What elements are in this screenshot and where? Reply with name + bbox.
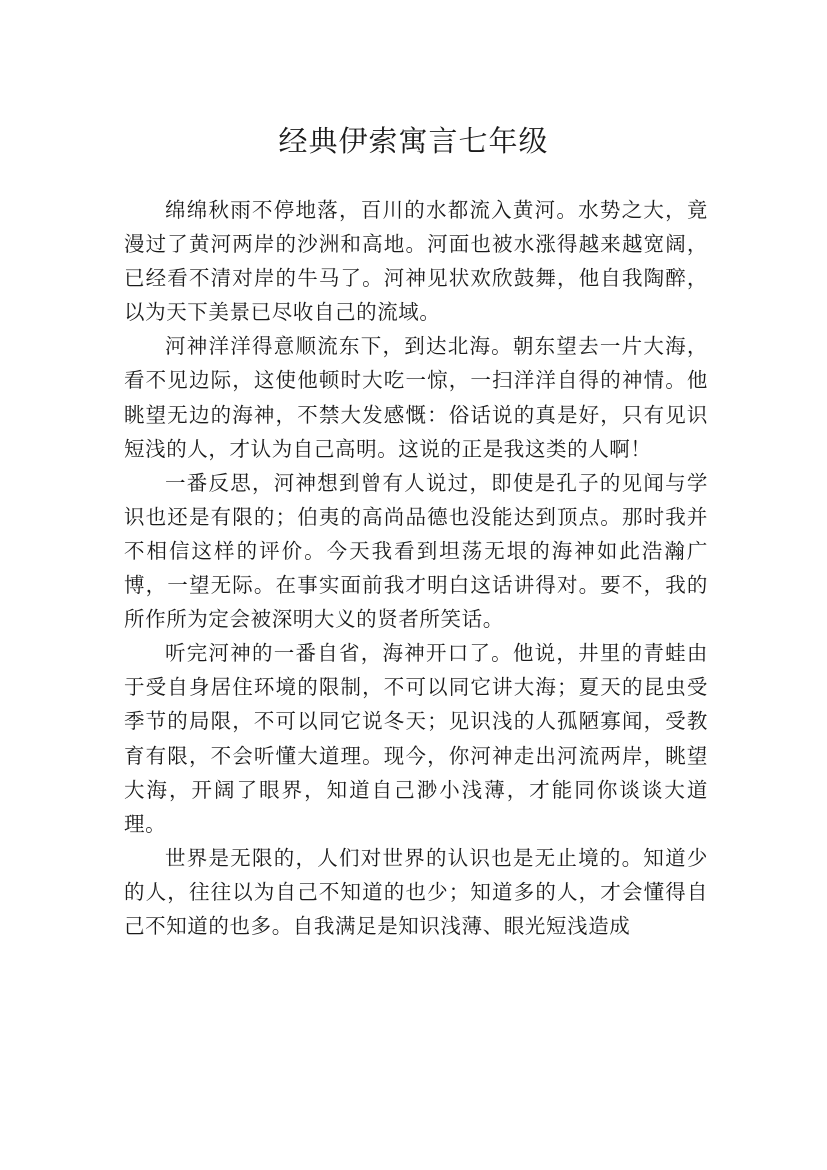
paragraph: 世界是无限的，人们对世界的认识也是无止境的。知道少的人，往往以为自己不知道的也少；知道多的人，才会懂得自己不知道的也多。自我满足是知识浅薄、眼光短浅造成 (124, 845, 708, 938)
document-body (124, 193, 708, 943)
paragraph: 绵绵秋雨不停地落，百川的水都流入黄河。水势之大，竟漫过了黄河两岸的沙洲和高地。河面也被水涨得越来越宽阔，已经看不清对岸的牛马了。河神见状欢欣鼓舞，他自我陶醉，以为天下美景已尽收自己的流域。 (124, 198, 708, 325)
paragraph: 听完河神的一番自省，海神开口了。他说，井里的青蛙由于受自身居住环境的限制，不可以同它讲大海；夏天的昆虫受季节的局限，不可以同它说冬天；见识浅的人孤陋寡闻，受教育有限，不会听懂大道理。现今，你河神走出河流两岸，眺望大海，开阔了眼界，知道自己渺小浅薄，才能同你谈谈大道理。 (124, 641, 708, 836)
document-title: 经典伊索寓言七年级 (278, 124, 549, 159)
paragraph: 一番反思，河神想到曾有人说过，即使是孔子的见闻与学识也还是有限的；伯夷的高尚品德也没能达到顶点。那时我并不相信这样的评价。今天我看到坦荡无垠的海神如此浩瀚广博，一望无际。在事实面前我才明白这话讲得对。要不，我的所作所为定会被深明大义的贤者所笑话。 (124, 470, 708, 632)
paragraph: 河神洋洋得意顺流东下，到达北海。朝东望去一片大海，看不见边际，这使他顿时大吃一惊，一扫洋洋自得的神情。他眺望无边的海神，不禁大发感慨：俗话说的真是好，只有见识短浅的人，才认为自己高明。这说的正是我这类的人啊！ (124, 334, 708, 461)
